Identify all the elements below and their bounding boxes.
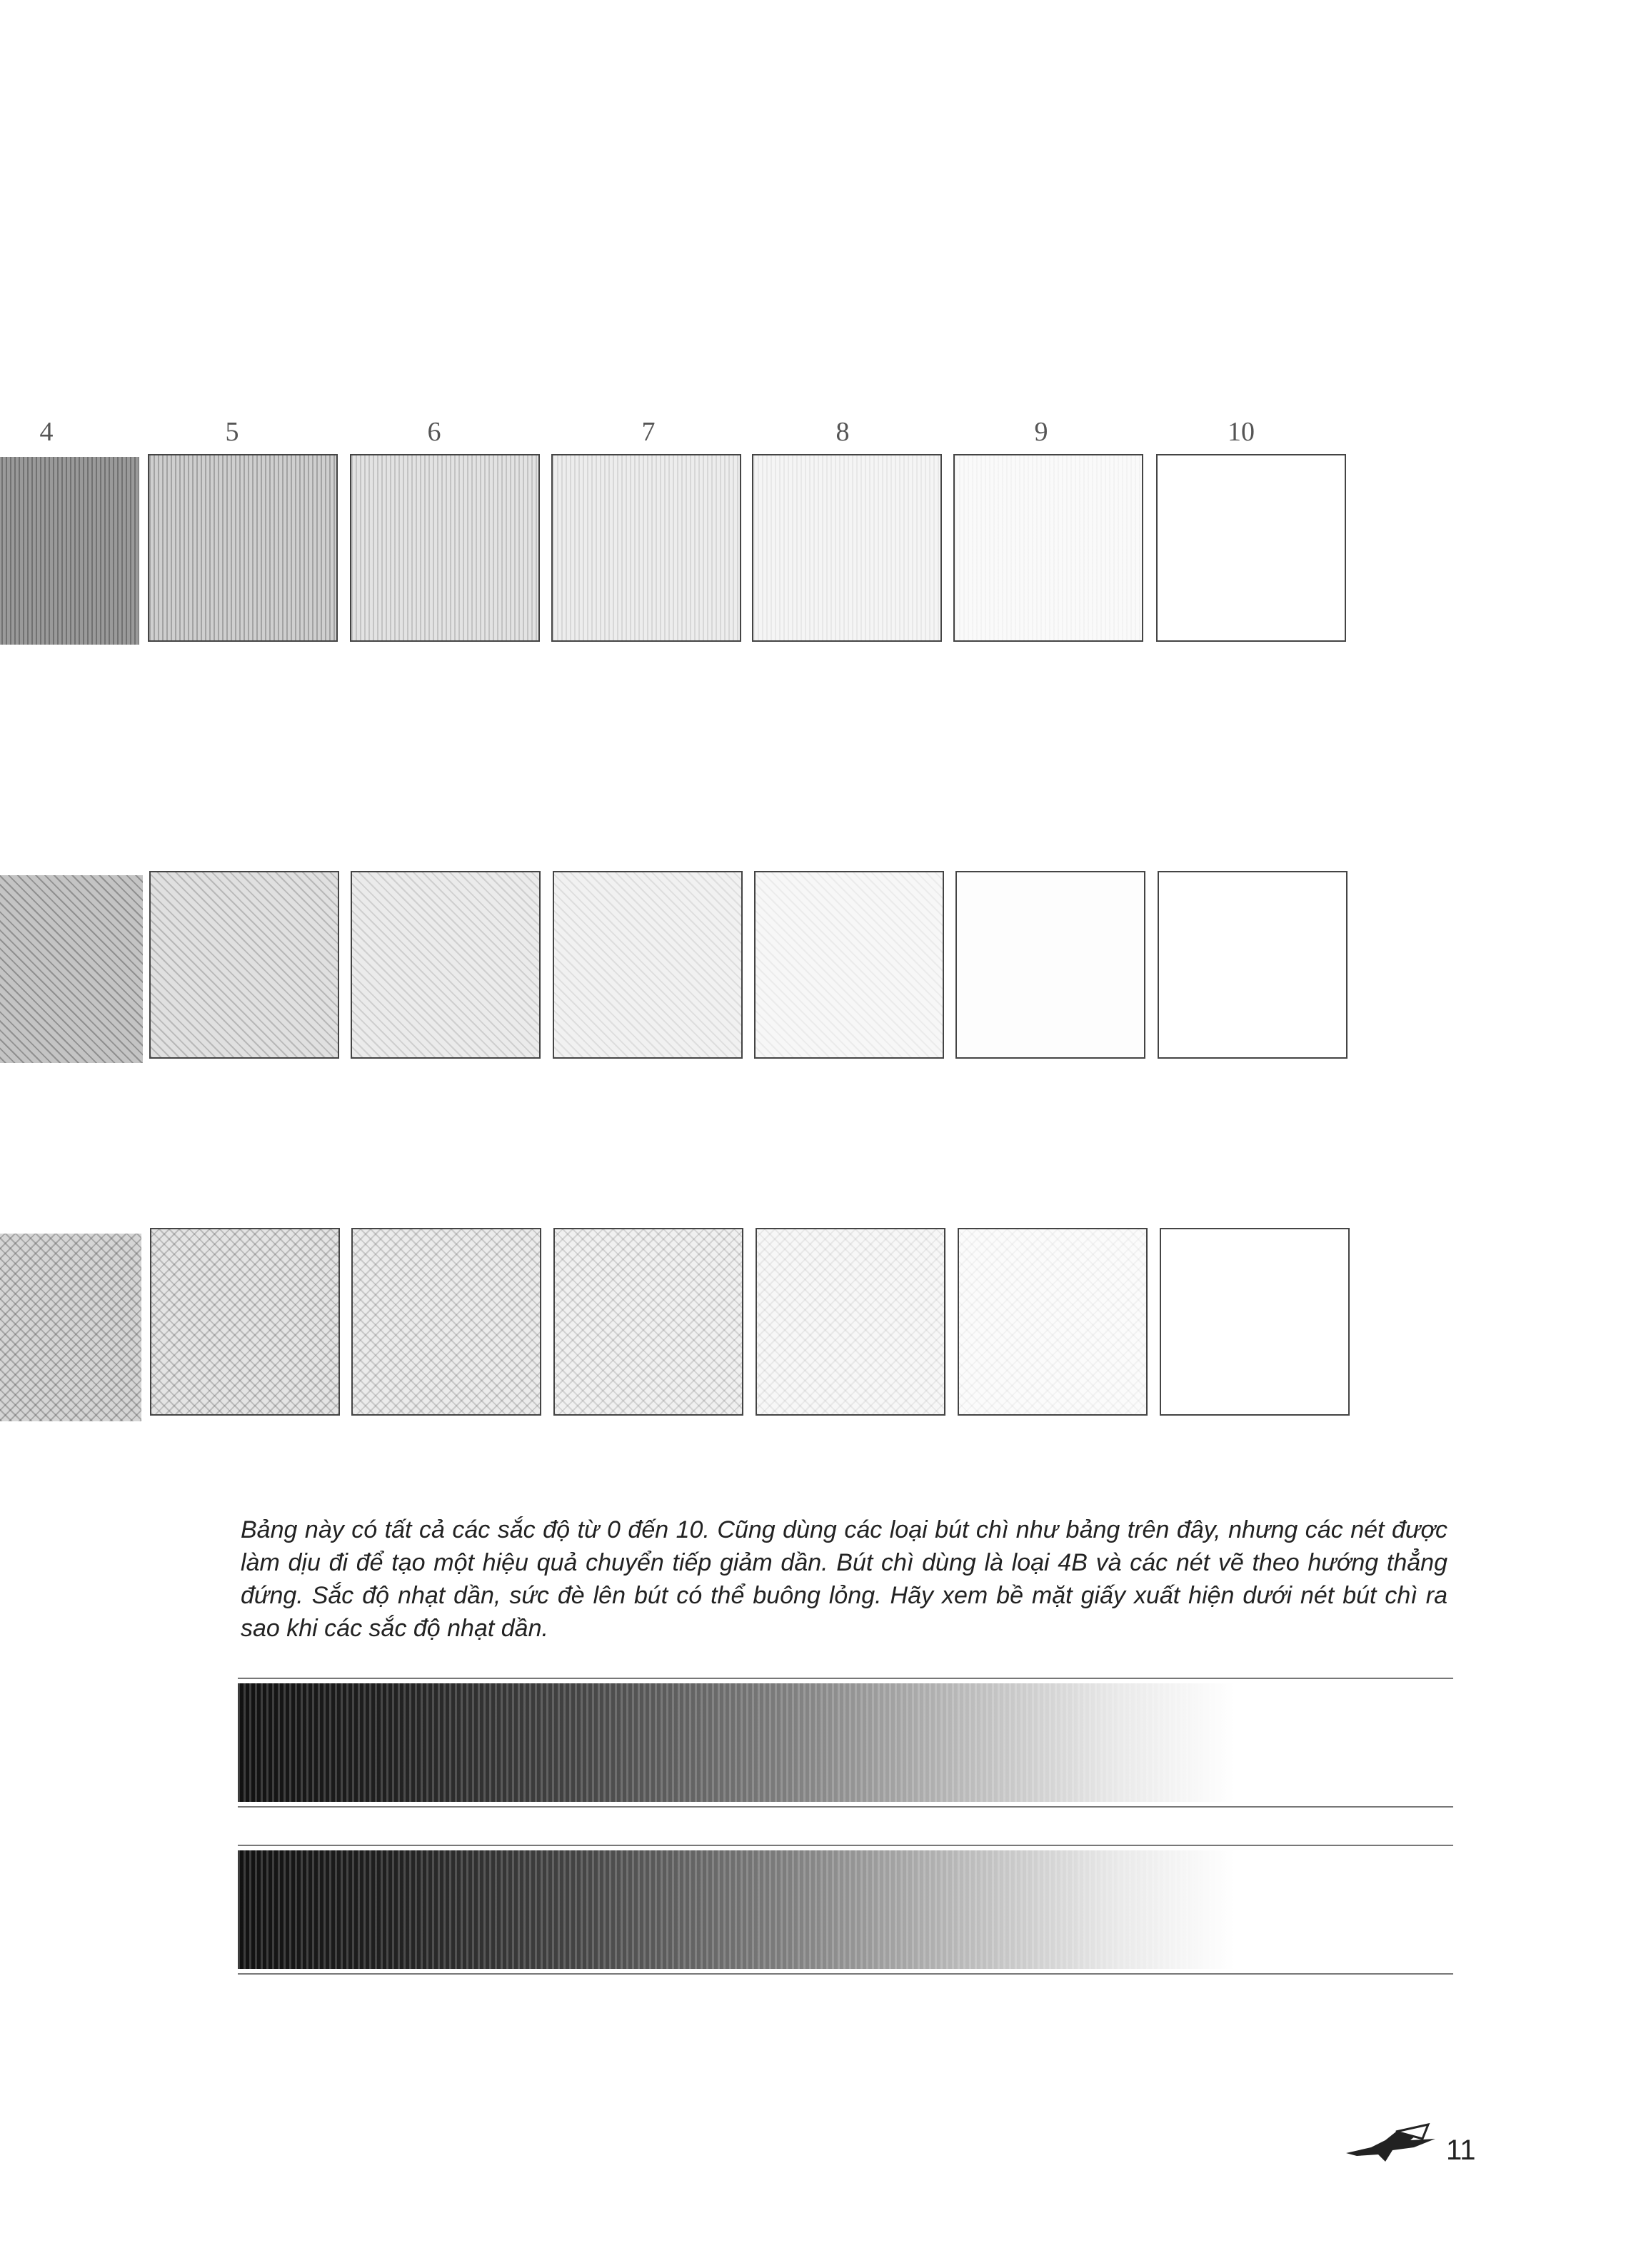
tone-number-6: 6 xyxy=(427,417,441,447)
swatch-row1-tone6 xyxy=(350,454,540,642)
tone-number-9: 9 xyxy=(1034,417,1048,447)
swatch-row1-tone4 xyxy=(0,457,139,645)
swatch-row1-tone10 xyxy=(1156,454,1346,642)
swatch-row3-tone10 xyxy=(1160,1228,1350,1416)
tone-number-7: 7 xyxy=(641,417,656,447)
tone-number-4: 4 xyxy=(39,417,54,447)
page-number: 11 xyxy=(1446,2135,1476,2166)
swatch-row3-tone7 xyxy=(553,1228,743,1416)
gradient-strip-2 xyxy=(238,1842,1453,1977)
strip-shading xyxy=(238,1850,1453,1969)
tone-number-8: 8 xyxy=(835,417,850,447)
swatch-row2-tone4 xyxy=(0,875,143,1063)
strip-shading xyxy=(238,1683,1453,1802)
tone-number-5: 5 xyxy=(225,417,239,447)
swatch-row1-tone9 xyxy=(953,454,1143,642)
swatch-row2-tone10 xyxy=(1158,871,1348,1059)
running-bird-logo-icon xyxy=(1343,2119,1442,2169)
swatch-row3-tone8 xyxy=(756,1228,945,1416)
gradient-strip-1 xyxy=(238,1675,1453,1810)
swatch-row3-tone4 xyxy=(0,1234,141,1421)
swatch-row2-tone6 xyxy=(351,871,541,1059)
strip-rule-top xyxy=(238,1678,1453,1679)
swatch-row3-tone5 xyxy=(150,1228,340,1416)
swatch-row1-tone5 xyxy=(148,454,338,642)
strip-rule-bottom xyxy=(238,1973,1453,1975)
strip-rule-bottom xyxy=(238,1806,1453,1808)
caption-text: Bảng này có tất cả các sắc độ từ 0 đến 10. Cũng dùng các loại bút chì như bảng trên đây, nhưng các nét được làm dịu đi để tạo một hiệu quả chuyển tiếp giảm dần. Bút chì dùng là loại 4B và các nét vẽ theo hướng thẳng đứng. Sắc độ nhạt dần, sức đè lên bút có thể buông lỏng. Hãy xem bề mặt giấy xuất hiện dưới nét bút chì ra sao khi các sắc độ nhạt dần. xyxy=(241,1516,1447,1642)
strip-rule-top xyxy=(238,1845,1453,1846)
swatch-row1-tone7 xyxy=(551,454,741,642)
swatch-row3-tone6 xyxy=(351,1228,541,1416)
swatch-row1-tone8 xyxy=(752,454,942,642)
swatch-row2-tone8 xyxy=(754,871,944,1059)
swatch-row2-tone5 xyxy=(149,871,339,1059)
swatch-row2-tone9 xyxy=(955,871,1145,1059)
swatch-row3-tone9 xyxy=(958,1228,1148,1416)
swatch-row2-tone7 xyxy=(553,871,743,1059)
tone-number-10: 10 xyxy=(1228,417,1255,447)
